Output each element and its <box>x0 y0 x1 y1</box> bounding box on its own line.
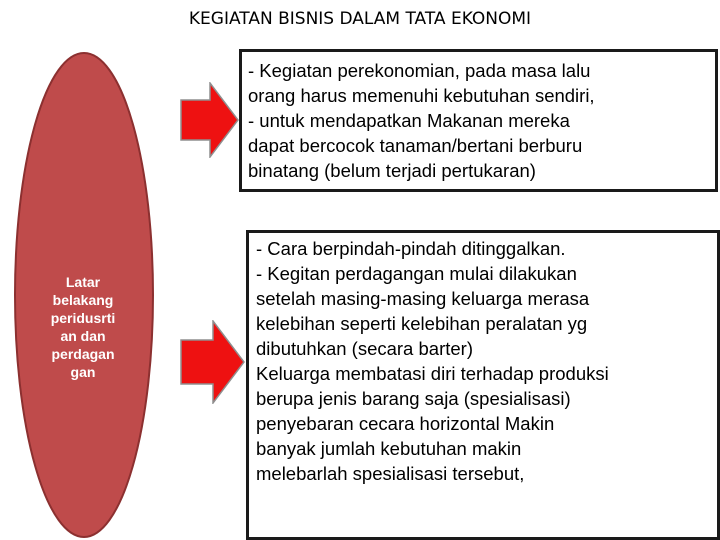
text-line: dapat bercocok tanaman/bertani berburu <box>248 135 583 156</box>
text-line: - untuk mendapatkan Makanan mereka <box>248 110 570 131</box>
text-line: orang harus memenuhi kebutuhan sendiri, <box>248 85 595 106</box>
oval-label-line: peridusrti <box>50 310 116 326</box>
oval-label-line: Latar <box>65 274 101 290</box>
text-line: - Kegitan perdagangan mulai dilakukan <box>256 263 577 284</box>
text-line: - Kegiatan perekonomian, pada masa lalu <box>248 60 591 81</box>
text-line: - Cara berpindah-pindah ditinggalkan. <box>256 238 566 259</box>
oval-label-line: perdagan <box>51 346 115 362</box>
slide-title: KEGIATAN BISNIS DALAM TATA EKONOMI <box>188 9 532 29</box>
text-line: berupa jenis barang saja (spesialisasi) <box>256 388 571 409</box>
text-line: melebarlah spesialisasi tersebut, <box>256 463 525 484</box>
text-line: penyebaran cecara horizontal Makin <box>256 413 555 434</box>
right-arrow-icon <box>180 320 246 404</box>
oval-label <box>34 273 132 381</box>
oval-label-line: an dan <box>60 328 106 344</box>
oval-label-line: belakang <box>52 292 114 308</box>
text-line: binatang (belum terjadi pertukaran) <box>248 160 536 181</box>
background-oval <box>12 50 162 540</box>
text-box-trade-development <box>246 230 720 540</box>
text-line: Keluarga membatasi diri terhadap produksi <box>256 363 609 384</box>
text-line: kelebihan seperti kelebihan peralatan yg <box>256 313 588 334</box>
right-arrow-icon <box>180 82 240 158</box>
text-line: dibutuhkan (secara barter) <box>256 338 473 359</box>
text-line: banyak jumlah kebutuhan makin <box>256 438 522 459</box>
text-box-past-economy <box>239 49 718 192</box>
oval-label-line: gan <box>70 364 96 380</box>
text-line: setelah masing-masing keluarga merasa <box>256 288 590 309</box>
